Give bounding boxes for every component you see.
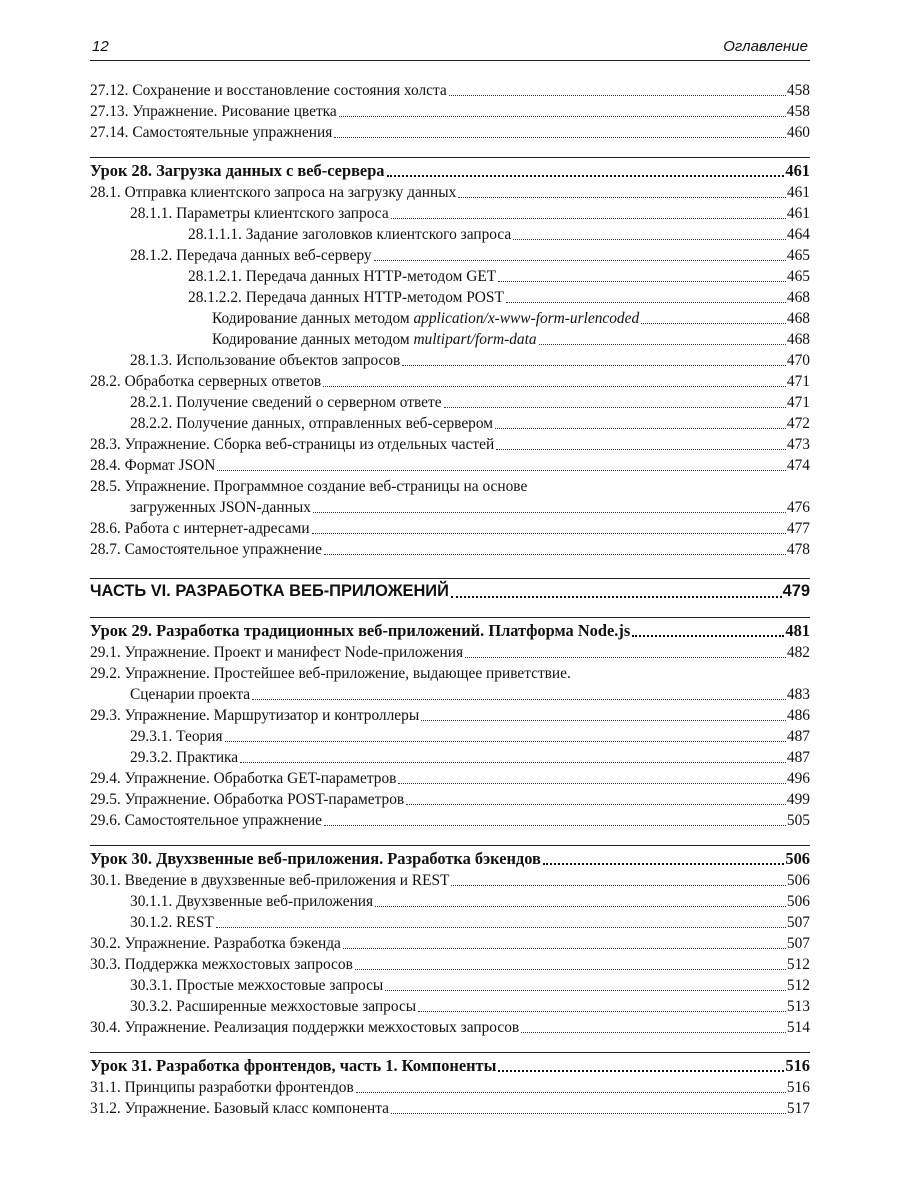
dot-leader [521, 1031, 786, 1033]
toc-entry-title: 28.3. Упражнение. Сборка веб-страницы из отдельных частей [90, 436, 495, 453]
dot-leader [451, 884, 785, 886]
spacer [90, 1038, 810, 1052]
spacer [90, 831, 810, 845]
toc-entry-page: 468 [786, 310, 810, 327]
toc-entry-title: 27.13. Упражнение. Рисование цветка [90, 103, 337, 120]
toc-entry-title [212, 329, 537, 350]
toc-entry[interactable] [90, 912, 810, 933]
lesson-title: Урок 30. Двухзвенные веб-приложения. Разработка бэкендов [90, 849, 541, 868]
dot-leader [496, 448, 786, 450]
toc-entry-title: 27.12. Сохранение и восстановление состояния холста [90, 82, 447, 99]
spacer [90, 560, 810, 578]
toc-entry-page: 468 [786, 331, 810, 348]
toc-entry-title: 29.6. Самостоятельное упражнение [90, 812, 322, 829]
toc-entry[interactable] [90, 308, 810, 329]
part-title: ЧАСТЬ VI. РАЗРАБОТКА ВЕБ-ПРИЛОЖЕНИЙ [90, 582, 449, 600]
lesson-page: 506 [785, 849, 810, 868]
toc-entry[interactable] [90, 182, 810, 203]
dot-leader [216, 926, 786, 928]
toc-lesson-heading[interactable] [90, 619, 810, 642]
toc-entry-page: 464 [786, 226, 810, 243]
dot-leader [449, 94, 786, 96]
toc-entry[interactable] [90, 705, 810, 726]
page-number: 12 [92, 38, 109, 55]
toc-entry-page: 507 [786, 914, 810, 931]
toc-entry[interactable] [90, 684, 810, 705]
toc-entry[interactable] [90, 933, 810, 954]
dot-leader [495, 427, 786, 429]
toc-entry-page: 473 [786, 436, 810, 453]
part-page: 479 [782, 582, 810, 600]
toc-entry-title: 28.6. Работа с интернет-адресами [90, 520, 310, 537]
dot-leader [312, 532, 786, 534]
toc-entry-page: 458 [786, 103, 810, 120]
dot-leader [356, 1091, 786, 1093]
dot-leader [543, 862, 785, 865]
lesson-title: Урок 29. Разработка традиционных веб-приложений. Платформа Node.js [90, 621, 631, 640]
toc-entry-page: 465 [786, 247, 810, 264]
toc-entry[interactable] [90, 975, 810, 996]
toc-entry[interactable] [90, 726, 810, 747]
toc-entry-title: 30.1. Введение в двухзвенные веб-приложения и REST [90, 872, 450, 889]
toc-entry-page: 512 [786, 956, 810, 973]
toc-entry-page: 505 [786, 812, 810, 829]
toc-entry-title: 28.7. Самостоятельное упражнение [90, 541, 322, 558]
toc-entry-page: 514 [786, 1019, 810, 1036]
dot-leader [398, 782, 785, 784]
toc-entry-title: 28.1.2. Передача данных веб-серверу [130, 247, 372, 264]
toc-entry-title: 31.1. Принципы разработки фронтендов [90, 1079, 354, 1096]
toc-entry-page: 482 [786, 644, 810, 661]
spacer [90, 143, 810, 157]
section-rule [90, 845, 810, 846]
toc-entry-title: 30.2. Упражнение. Разработка бэкенда [90, 935, 341, 952]
toc-entry-page: 506 [786, 872, 810, 889]
toc-entry-page: 496 [786, 770, 810, 787]
toc-entry-title: 28.1. Отправка клиентского запроса на загрузку данных [90, 184, 457, 201]
toc-entry-page: 512 [786, 977, 810, 994]
toc-entry[interactable] [90, 455, 810, 476]
dot-leader [498, 280, 786, 282]
toc-entry[interactable] [90, 870, 810, 891]
toc-entry-page: 507 [786, 935, 810, 952]
toc-entry-page: 487 [786, 749, 810, 766]
toc-entry-title: 30.1.1. Двухзвенные веб-приложения [130, 893, 374, 910]
toc-entry[interactable] [90, 518, 810, 539]
toc-entry-page: 478 [786, 541, 810, 558]
toc-entry-title: 29.2. Упражнение. Простейшее веб-приложение, выдающее приветствие. [90, 665, 571, 682]
toc-entry-page: 461 [786, 205, 810, 222]
toc-entry[interactable] [90, 1017, 810, 1038]
toc-entry[interactable] [90, 203, 810, 224]
toc-entry[interactable] [90, 434, 810, 455]
toc-entry-title: 30.3.2. Расширенные межхостовые запросы [130, 998, 417, 1015]
toc-entry-page: 499 [786, 791, 810, 808]
dot-leader [225, 740, 786, 742]
dot-leader [444, 406, 786, 408]
dot-leader [374, 259, 786, 261]
toc-entry-page: 506 [786, 893, 810, 910]
lesson-page: 461 [785, 161, 810, 180]
toc-entry-title: 28.1.2.1. Передача данных HTTP-методом GET [188, 268, 497, 285]
toc-entry[interactable] [90, 413, 810, 434]
toc-entry-page: 461 [786, 184, 810, 201]
toc-entry[interactable] [90, 245, 810, 266]
section-rule [90, 1052, 810, 1053]
dot-leader [391, 217, 786, 219]
toc-entry[interactable] [90, 1077, 810, 1098]
dot-leader [334, 136, 786, 138]
toc-entry[interactable] [90, 350, 810, 371]
dot-leader [387, 174, 785, 177]
dot-leader [252, 698, 786, 700]
spacer [90, 603, 810, 617]
toc-entry-first-line[interactable] [90, 663, 810, 684]
toc-entry-page: 513 [786, 998, 810, 1015]
lesson-title: Урок 28. Загрузка данных с веб-сервера [90, 161, 385, 180]
dot-leader [402, 364, 786, 366]
dot-leader [641, 322, 786, 324]
toc-entry[interactable] [90, 747, 810, 768]
toc-entry[interactable] [90, 122, 810, 143]
dot-leader [385, 989, 786, 991]
toc-entry-title: 29.1. Упражнение. Проект и манифест Node-приложения [90, 644, 464, 661]
table-of-contents [90, 80, 810, 1119]
toc-entry-title: 28.2.2. Получение данных, отправленных веб-сервером [130, 415, 494, 432]
toc-entry-title: 29.4. Упражнение. Обработка GET-параметров [90, 770, 397, 787]
toc-entry[interactable] [90, 1098, 810, 1119]
toc-entry-title-cont: Сценарии проекта [130, 686, 251, 703]
toc-lesson-heading[interactable] [90, 847, 810, 870]
dot-leader [513, 238, 786, 240]
toc-entry-title [212, 308, 639, 329]
toc-entry-page: 483 [786, 686, 810, 703]
toc-entry-title: 27.14. Самостоятельные упражнения [90, 124, 333, 141]
toc-entry-page: 476 [786, 499, 810, 516]
dot-leader [323, 385, 786, 387]
lesson-page: 481 [785, 621, 810, 640]
dot-leader [418, 1010, 786, 1012]
section-rule [90, 617, 810, 618]
toc-entry[interactable] [90, 891, 810, 912]
toc-entry-title: 28.1.1.1. Задание заголовков клиентского запроса [188, 226, 512, 243]
toc-entry[interactable] [90, 371, 810, 392]
toc-lesson-heading[interactable] [90, 159, 810, 182]
toc-entry-title-cont: загруженных JSON-данных [130, 499, 311, 516]
toc-entry-title: 28.2. Обработка серверных ответов [90, 373, 322, 390]
toc-entry-page: 517 [786, 1100, 810, 1117]
toc-entry[interactable] [90, 224, 810, 245]
toc-entry-title: 29.5. Упражнение. Обработка POST-параметров [90, 791, 405, 808]
toc-entry-page: 477 [786, 520, 810, 537]
toc-entry-title: 28.5. Упражнение. Программное создание веб-страницы на основе [90, 478, 528, 495]
toc-entry[interactable] [90, 287, 810, 308]
toc-entry-page: 474 [786, 457, 810, 474]
lesson-title: Урок 31. Разработка фронтендов, часть 1. Компоненты [90, 1056, 497, 1075]
dot-leader [355, 968, 786, 970]
dot-leader [313, 511, 786, 513]
running-title: Оглавление [723, 38, 808, 55]
section-rule [90, 578, 810, 579]
toc-entry[interactable] [90, 392, 810, 413]
toc-entry[interactable] [90, 80, 810, 101]
dot-leader [406, 803, 786, 805]
toc-entry-title: 29.3.2. Практика [130, 749, 239, 766]
toc-entry-title: 30.4. Упражнение. Реализация поддержки межхостовых запросов [90, 1019, 520, 1036]
toc-entry[interactable] [90, 642, 810, 663]
toc-entry[interactable] [90, 810, 810, 831]
toc-part-heading[interactable] [90, 580, 810, 603]
dot-leader [421, 719, 786, 721]
toc-entry[interactable] [90, 789, 810, 810]
lesson-page: 516 [785, 1056, 810, 1075]
dot-leader [632, 634, 784, 637]
toc-entry-page: 468 [786, 289, 810, 306]
toc-entry-page: 465 [786, 268, 810, 285]
toc-entry-title: 29.3.1. Теория [130, 728, 223, 745]
encoding-prefix: Кодирование данных методом [212, 310, 414, 327]
dot-leader [451, 595, 782, 598]
toc-entry-title: 28.1.3. Использование объектов запросов [130, 352, 401, 369]
toc-entry-title: 30.3.1. Простые межхостовые запросы [130, 977, 384, 994]
toc-entry-title: 28.4. Формат JSON [90, 457, 216, 474]
dot-leader [375, 905, 786, 907]
toc-entry-title: 31.2. Упражнение. Базовый класс компонента [90, 1100, 389, 1117]
dot-leader [465, 656, 786, 658]
toc-entry[interactable] [90, 996, 810, 1017]
toc-entry-page: 487 [786, 728, 810, 745]
toc-entry-page: 471 [786, 373, 810, 390]
toc-entry-page: 470 [786, 352, 810, 369]
toc-lesson-heading[interactable] [90, 1054, 810, 1077]
toc-entry[interactable] [90, 954, 810, 975]
toc-entry-page: 516 [786, 1079, 810, 1096]
toc-entry[interactable] [90, 539, 810, 560]
toc-entry-title: 28.1.2.2. Передача данных HTTP-методом POST [188, 289, 504, 306]
dot-leader [324, 824, 786, 826]
toc-entry-page: 472 [786, 415, 810, 432]
toc-entry-page: 458 [786, 82, 810, 99]
toc-entry-title: 28.2.1. Получение сведений о серверном ответе [130, 394, 442, 411]
toc-entry-page: 471 [786, 394, 810, 411]
dot-leader [324, 553, 786, 555]
toc-entry[interactable] [90, 497, 810, 518]
encoding-method: multipart/form-data [413, 331, 537, 348]
toc-entry[interactable] [90, 266, 810, 287]
toc-entry-title: 30.3. Поддержка межхостовых запросов [90, 956, 353, 973]
dot-leader [539, 343, 786, 345]
toc-entry-page: 460 [786, 124, 810, 141]
section-rule [90, 157, 810, 158]
dot-leader [343, 947, 786, 949]
toc-entry-page: 486 [786, 707, 810, 724]
toc-entry-title: 28.1.1. Параметры клиентского запроса [130, 205, 389, 222]
toc-entry[interactable] [90, 329, 810, 350]
encoding-prefix: Кодирование данных методом [212, 331, 414, 348]
toc-entry[interactable] [90, 101, 810, 122]
toc-entry[interactable] [90, 768, 810, 789]
dot-leader [498, 1069, 784, 1072]
dot-leader [217, 469, 786, 471]
dot-leader [240, 761, 786, 763]
page-header [90, 34, 810, 61]
dot-leader [458, 196, 786, 198]
dot-leader [339, 115, 786, 117]
toc-entry-first-line[interactable] [90, 476, 810, 497]
encoding-method: application/x-www-form-urlencoded [413, 310, 640, 327]
dot-leader [506, 301, 786, 303]
toc-entry-title: 29.3. Упражнение. Маршрутизатор и контроллеры [90, 707, 420, 724]
dot-leader [391, 1112, 786, 1114]
toc-entry-title: 30.1.2. REST [130, 914, 214, 931]
